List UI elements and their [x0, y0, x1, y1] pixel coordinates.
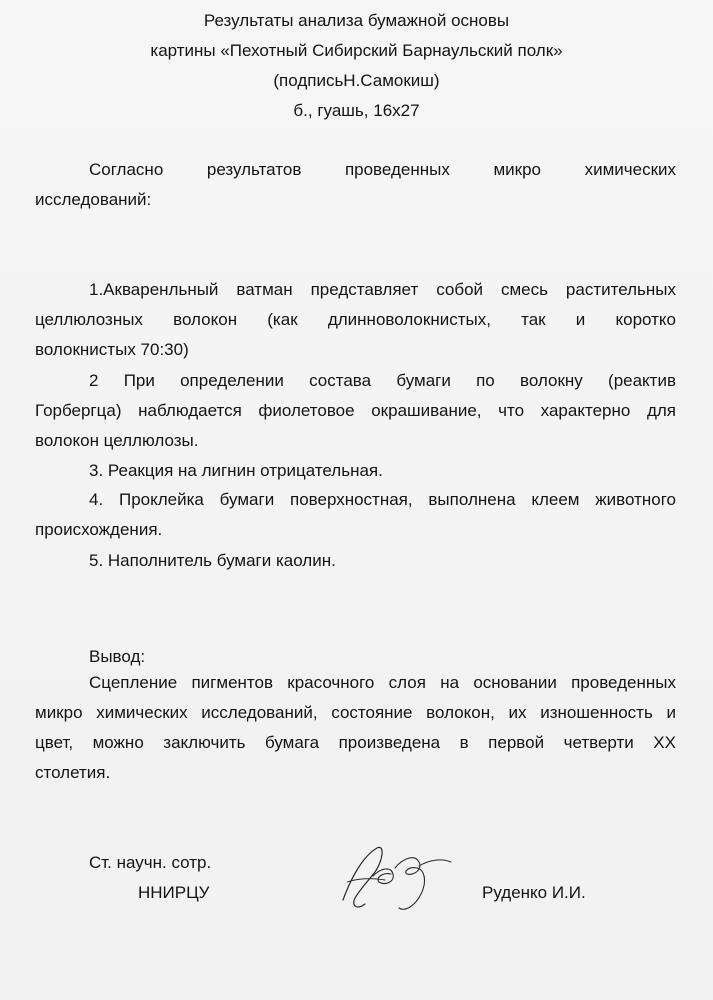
- conclusion-paragraph: [35, 668, 676, 788]
- conclusion-line-3: цвет, можно заключить бумага произведена в первой четверти ХХ: [35, 733, 676, 752]
- header-title-line-2: картины «Пехотный Сибирский Барнаульский полк»: [150, 41, 563, 60]
- finding-1-line-3: волокнистых 70:30): [35, 340, 189, 359]
- finding-2-line-3: волокон целлюлозы.: [35, 431, 199, 450]
- signoff-position: Ст. научн. сотр.: [89, 853, 212, 872]
- signoff-name: Руденко И.И.: [482, 883, 586, 902]
- finding-item-4: [35, 485, 676, 545]
- finding-1-line-2: целлюлозных волокон (как длинноволокнистых, так и коротко: [35, 310, 676, 329]
- conclusion-line-4: столетия.: [35, 763, 111, 782]
- header-signature-note: (подписьН.Самокиш): [273, 71, 440, 90]
- finding-item-1: [35, 275, 676, 365]
- header-title-line-1: Результаты анализа бумажной основы: [203, 11, 510, 30]
- finding-4-line-1: 4. Проклейка бумаги поверхностная, выполнена клеем животного: [89, 490, 676, 509]
- signoff-organization: ННИРЦУ: [138, 883, 210, 902]
- intro-paragraph: [35, 155, 676, 215]
- finding-4-line-2: происхождения.: [35, 520, 163, 539]
- finding-2-line-1: 2 При определении состава бумаги по волокну (реактив: [89, 371, 676, 390]
- intro-line-1: Согласно результатов проведенных микро химических: [89, 160, 676, 179]
- finding-2-line-2: Горбергца) наблюдается фиолетовое окрашивание, что характерно для: [35, 401, 676, 420]
- finding-3-line-1: 3. Реакция на лигнин отрицательная.: [89, 461, 383, 480]
- finding-item-2: [35, 366, 676, 456]
- conclusion-line-1: Сцепление пигментов красочного слоя на основании проведенных: [89, 673, 676, 692]
- finding-5-line-1: 5. Наполнитель бумаги каолин.: [89, 551, 336, 570]
- header-medium-size: б., гуашь, 16х27: [293, 101, 420, 120]
- handwritten-signature: [333, 838, 463, 918]
- finding-item-5: [35, 546, 676, 576]
- finding-1-line-1: 1.Акваренльный ватман представляет собой смесь растительных: [89, 280, 676, 299]
- conclusion-line-2: микро химических исследований, состояние волокон, их изношенность и: [35, 703, 676, 722]
- finding-item-3: [35, 456, 676, 486]
- conclusion-heading: Вывод:: [89, 647, 146, 666]
- intro-line-2: исследований:: [35, 190, 152, 209]
